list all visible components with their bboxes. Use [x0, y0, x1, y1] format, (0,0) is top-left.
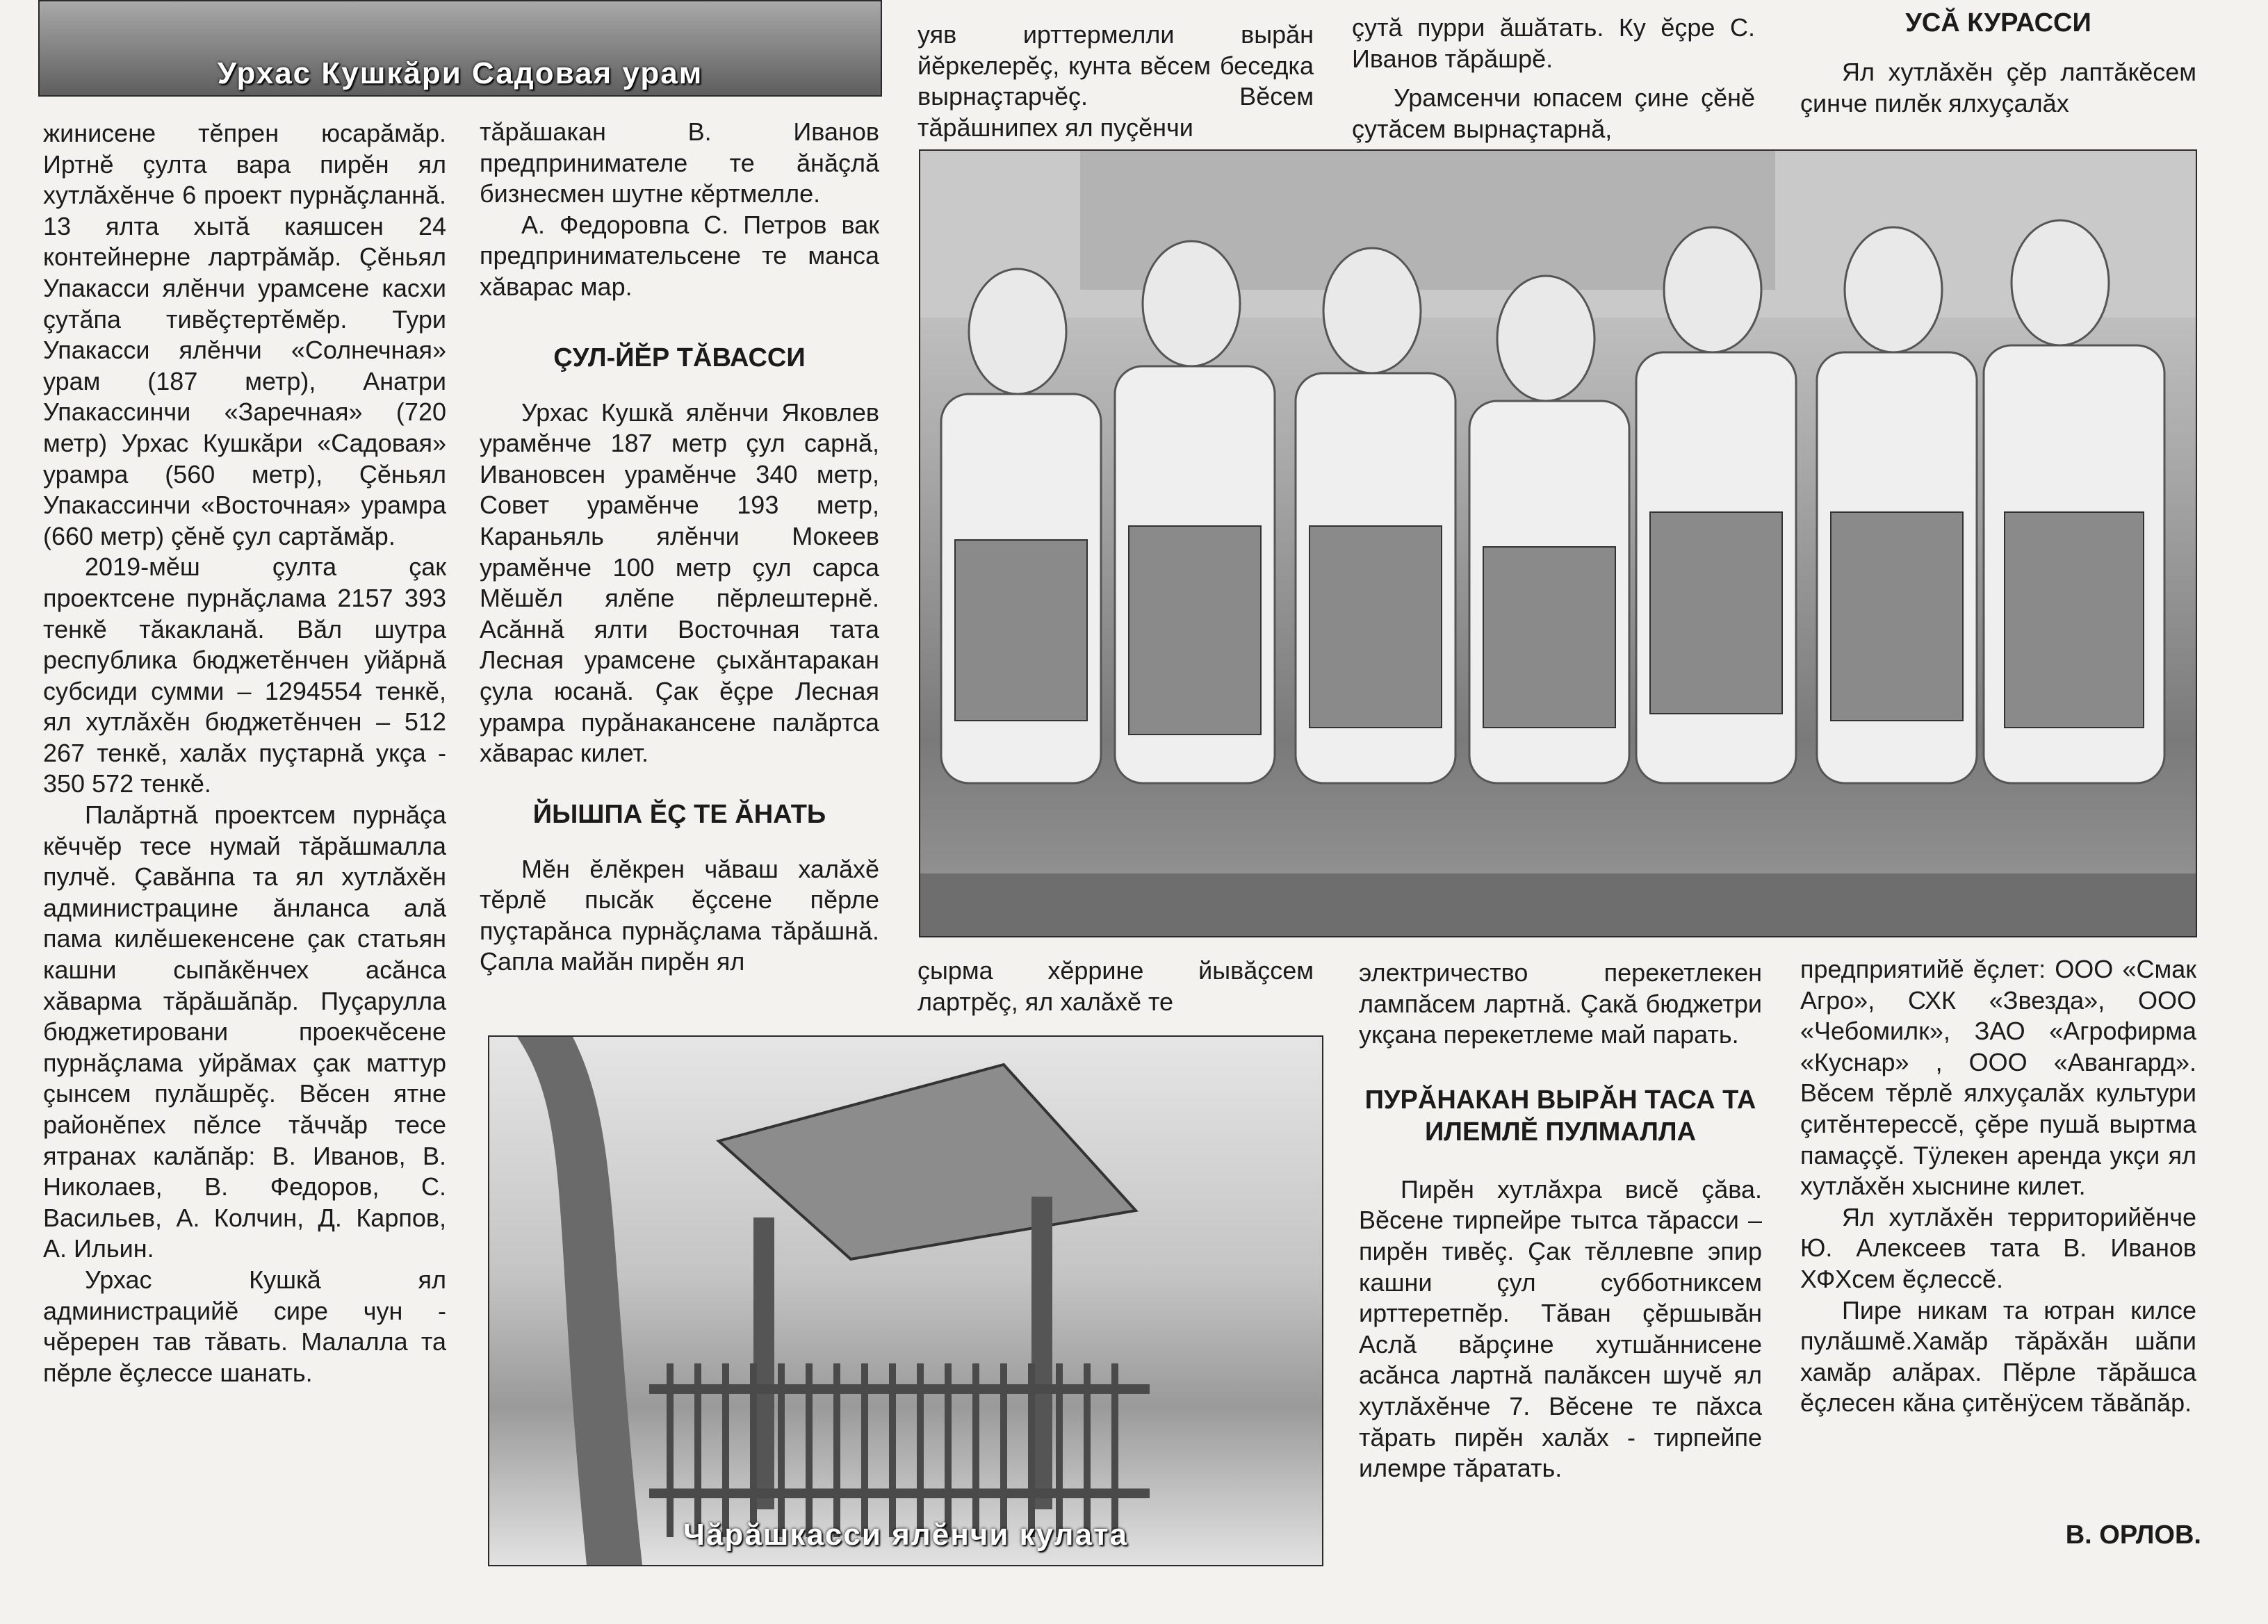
paragraph: çырма хĕррине йывăçсем лартрĕç, ял халăхĕ те — [917, 956, 1314, 1016]
paragraph: Пире никам та ютран килсе пулăшмĕ.Хамăр тăрăхăн шăпи хамăр алăрах. Пĕрле тăрăшса ĕçлесен кăна çитĕнÿсем тăвăпăр. — [1800, 1295, 2196, 1418]
column-3-bottom — [917, 955, 1314, 1017]
photo-caption: Урхас Кушкăри Садовая урам — [217, 56, 703, 90]
well-drawing — [489, 1037, 1322, 1565]
paragraph: предприятийĕ ĕçлет: ООО «Смак Агро», СХК «Звезда», ООО «Чебомилк», ЗАО «Агрофирма «Куснар» , ООО «Авангард». Вĕсем тĕрлĕ ялхуçалăх культури çитĕнтерессĕ, çĕре пушă выртма памаççĕ. Тÿлекен аренда укçи ял хутлăхĕн хыснине килет. — [1800, 955, 2196, 1201]
paragraph: 2019-мĕш çулта çак проектсене пурнăçлама 2157 393 тенкĕ тăкакланă. Вăл шутра республика бюджетĕнчен уйăрнă субсиди сумми – 1294554 тенкĕ, ял хутлăхĕн бюджетĕнчен – 512 267 тенкĕ, халăх пуçтарнă укçа - 350 572 тенкĕ. — [43, 552, 446, 798]
women-in-folk-costumes-photo — [919, 149, 2197, 937]
paragraph: А. Федоровпа С. Петров вак предпринимательсене те манса хăварас мар. — [480, 210, 879, 301]
paragraph: Палăртнă проектсем пурнăçа кĕччĕр тесе нумай тăрăшмалла пулчĕ. Çавăнпа та ял хутлăхĕн администрацине ăнланса алă пама килĕшекенсене çак статьян кашни сыпăкĕнчех асăнса хăварма тăрăшăпăр. Пуçарулла бюджетировани проекчĕсене пурнăçлама уйрăмах çак маттур çынсем пулăшрĕç. Вĕсен ятне районĕпех пĕлсе тăччăр тесе ятранах калăпăр: В. Иванов, В. Николаев, В. Федоров, С. Васильев, А. Колчин, Д. Карпов, А. Ильин. — [43, 801, 446, 1263]
section-heading: ЙЫШПА ĔÇ ТЕ ĂНАТЬ — [532, 799, 826, 829]
village-street-photo — [38, 0, 882, 97]
paragraph: Урхас Кушкă ял администрацийĕ сире чун - чĕререн тав тăвать. Малалла та пĕрле ĕçлессе шанать. — [43, 1265, 446, 1387]
column-4-top — [1352, 13, 1755, 145]
paragraph: Урхас Кушкă ялĕнчи Яковлев урамĕнче 187 метр çул сарнă, Ивановсен урамĕнче 340 метр, Совет урамĕнче 193 метр, Караньяль ялĕнчи Мокеев урамĕнче 100 метр çул сарса Мĕшĕл ялĕпе пĕрлештернĕ. Асăннă ялти Восточная тата Лесная урамсене çыхăнтаракан çула юсанă. Çак ĕçре Лесная урамра пурăнакансене палăртса хăварас килет. — [480, 397, 879, 768]
column-5-top — [1800, 7, 2196, 119]
column-1 — [43, 118, 446, 1388]
paragraph: Пирĕн хутлăхра висĕ çăва. Вĕсене тирпейре тытса тăрасси – пирĕн тивĕç. Çак тĕллевпе эпир кашни çул субботниксем ирттеретпĕр. Тăван çĕршывăн Аслă вăрçине хутшăннисене асăнса лартнă палăксен шучĕ ял хутлăхĕнче 7. Вĕсене те пăхса тăрать пирĕн халăх - тирпейпе илемре тăратать. — [1359, 1174, 1762, 1483]
author-signature: В. ОРЛОВ. — [2065, 1520, 2201, 1550]
section-heading: ПУРĂНАКАН ВЫРĂН ТАСА ТА ИЛЕМЛĔ ПУЛМАЛЛА — [1364, 1085, 1756, 1147]
paragraph: Мĕн ĕлĕкрен чăваш халăхĕ тĕрлĕ пысăк ĕçсене пĕрле пуçтарăнса пурнăçлама тăрăшнă. Çапла майăн пирĕн ял — [480, 854, 879, 976]
section-heading: УСĂ КУРАССИ — [1905, 8, 2091, 38]
paragraph: уяв ирттермелли вырăн йĕркелерĕç, кунта вĕсем беседка вырнаçтарчĕç. Вĕсем тăрăшнипех ял пуçĕнчи — [917, 20, 1314, 142]
well-with-roof-photo — [488, 1035, 1323, 1566]
column-3-top — [917, 19, 1314, 143]
paragraph: тăрăшакан В. Иванов предпринимателе те ăнăçлă бизнесмен шутне кĕртмелле. — [480, 117, 879, 208]
paragraph: жинисене тĕпрен юсарăмăр. Иртнĕ çулта вара пирĕн ял хутлăхĕнче 6 проект пурнăçланнă. 13 ялта хытă каяшсен 24 контейнерне лартрăмăр. Çĕньял Упакасси ялĕнчи урамсене касхи çутăпа тивĕçтертĕмĕр. Тури Упакасси ялĕнчи «Солнечная» урам (187 метр), Анатри Упакассинчи «Заречная» (720 метр) Урхас Кушкăри «Садовая» урамра (560 метр), Çĕньял Упакассинчи «Восточная» урамра (660 метр) çĕнĕ çул сартăмăр. — [43, 119, 446, 550]
paragraph: Урамсенчи юпасем çине çĕнĕ çутăсем вырнаçтарнă, — [1352, 83, 1755, 143]
column-4-bottom — [1359, 958, 1762, 1484]
photo-caption: Чăрăшкасси ялĕнчи кулата — [683, 1518, 1128, 1552]
column-5-bottom — [1800, 954, 2196, 1419]
paragraph: электричество перекетлекен лампăсем лартнă. Çакă бюджетри укçана перекетлеме май парать. — [1359, 958, 1762, 1049]
column-2 — [480, 117, 879, 978]
paragraph: Ял хутлăхĕн çĕр лаптăкĕсем çинче пилĕк ялхуçалăх — [1800, 58, 2196, 117]
section-heading: ÇУЛ-ЙĔР ТĂВАССИ — [553, 343, 806, 372]
paragraph: Ял хутлăхĕн территорийĕнче Ю. Алексеев тата В. Иванов ХФХсем ĕçлессĕ. — [1800, 1202, 2196, 1293]
paragraph: çутă пурри ăшăтать. Ку ĕçре С. Иванов тăрăшрĕ. — [1352, 13, 1755, 73]
group-figures — [920, 151, 2196, 936]
